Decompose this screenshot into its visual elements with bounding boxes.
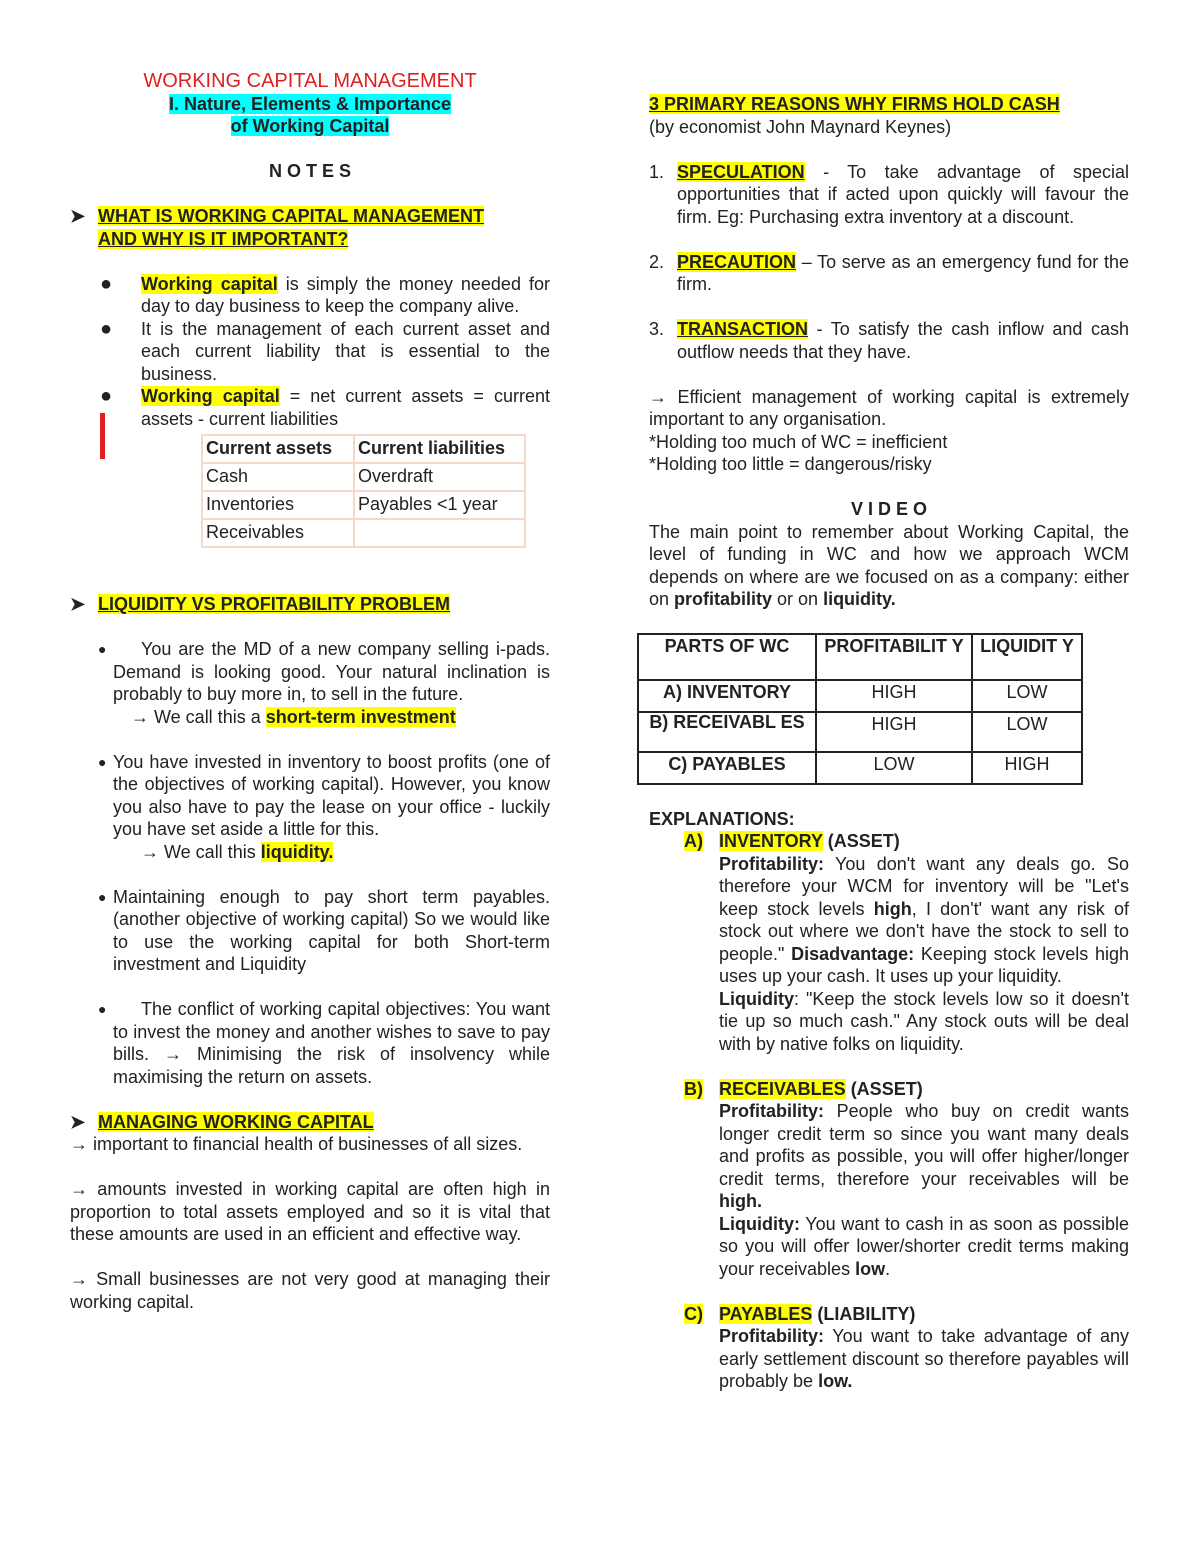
table-header: PROFITABILIT Y — [816, 634, 972, 680]
list-item: ● Maintaining enough to pay short term payables. (another objective of working capital) So we would like to use the working capital for both Short-term investment and Liquidity — [98, 886, 550, 974]
explanation-payables: C) PAYABLES (LIABILITY) Profitability: You want to take advantage of any early settlement discount so therefore payables will probably be low. — [684, 1303, 1129, 1391]
doc-subtitle-1: I. Nature, Elements & Importance — [168, 93, 452, 114]
table-cell: HIGH — [816, 712, 972, 752]
arrow-bullet-icon: ➤ — [70, 206, 86, 226]
table-cell: HIGH — [816, 680, 972, 712]
arrow-bullet-icon: ➤ — [70, 1111, 86, 1132]
byline: (by economist John Maynard Keynes) — [649, 116, 952, 137]
bullet-dot-icon: ● — [98, 641, 107, 657]
table-cell: B) RECEIVABL ES — [638, 712, 816, 752]
bullet-dot-icon: ● — [100, 385, 113, 407]
table-cell: LOW — [972, 680, 1082, 712]
table-cell: C) PAYABLES — [638, 752, 816, 784]
term-liquidity: liquidity. — [260, 841, 334, 862]
table-cell: A) INVENTORY — [638, 680, 816, 712]
table-cell: Inventories — [202, 491, 354, 519]
table-header: Current liabilities — [354, 435, 525, 463]
notes-heading: N O T E S — [268, 161, 351, 181]
table-cell: LOW — [972, 712, 1082, 752]
table-cell: Payables <1 year — [354, 491, 525, 519]
bullet-dot-icon: ● — [98, 1001, 107, 1017]
table-cell: Receivables — [202, 519, 354, 547]
table-header: Current assets — [202, 435, 354, 463]
explanation-receivables: B) RECEIVABLES (ASSET) Profitability: People who buy on credit wants longer credit term so since you want many deals and profits as possible, you will offer higher/longer credit terms, therefore your receivables will be high. Liquidity: You want to cash in as soon as possible so you will offer lower/shorter credit terms making your receivables low. — [684, 1078, 1129, 1279]
explanation-inventory: A) INVENTORY (ASSET) Profitability: You don't want any deals go. So therefore your WCM for inventory will be "Let's keep stock levels high, I don't' want any risk of stock out where we don't have the stock to sell to people." Disadvantage: Keeping stock levels high uses up your cash. It uses up your liquidity. Liquidity: "Keep the stock levels low so it doesn't tie up so much cash." Any stock outs will be deal with by native folks on liquidity. — [684, 831, 1129, 1054]
paragraph: → amounts invested in working capital are often high in proportion to total assets employed and so it is vital that these amounts are used in an efficient and effective way. — [70, 1179, 550, 1244]
explanations-heading: EXPLANATIONS: — [649, 808, 795, 829]
list-item: 1. SPECULATION - To take advantage of special opportunities that if acted upon quickly will favour the firm. Eg: Purchasing extra inventory at a discount. — [649, 161, 1129, 227]
paragraph: → important to financial health of businesses of all sizes. — [70, 1134, 523, 1154]
list-item: ● It is the management of each current asset and each current liability that is essential to the business. — [100, 317, 550, 384]
list-item: ● You are the MD of a new company selling i-pads. Demand is looking good. Your natural inclination is probably to buy more in, to sell in the future. — [98, 639, 550, 704]
list-item: 3. TRANSACTION - To satisfy the cash inflow and cash outflow needs that they have. — [649, 319, 1129, 362]
bullet-dot-icon: ● — [100, 317, 113, 340]
list-item: ● The conflict of working capital objectives: You want to invest the money and another wishes to save to pay bills. → Minimising the risk of insolvency while maximising the return on assets. — [98, 999, 550, 1087]
paragraph: The main point to remember about Working Capital, the level of funding in WC and how we approach WCM depends on where are we focused on as a company: either on profitability or on liquidity. — [649, 521, 1129, 609]
table-header: PARTS OF WC — [638, 634, 816, 680]
term-short-term-investment: short-term investment — [265, 706, 456, 727]
section-heading-reasons-hold-cash: 3 PRIMARY REASONS WHY FIRMS HOLD CASH — [649, 94, 1060, 114]
table-cell: Cash — [202, 463, 354, 491]
paragraph: → Efficient management of working capital is extremely important to any organisation. — [649, 386, 1129, 429]
paragraph: → Small businesses are not very good at managing their working capital. — [70, 1269, 550, 1312]
arrow-bullet-icon: ➤ — [70, 594, 86, 614]
right-column — [649, 93, 1129, 1393]
bullet-dot-icon: ● — [98, 753, 107, 770]
table-cell: LOW — [816, 752, 972, 784]
table-cell: HIGH — [972, 752, 1082, 784]
list-item: ● You have invested in inventory to boost profits (one of the objectives of working capital). However, you know you also have to pay the lease on your office - luckily you have set aside a little for this. — [98, 751, 550, 839]
bullet-dot-icon: ● — [98, 888, 107, 905]
list-item: 2. PRECAUTION – To serve as an emergency fund for the firm. — [649, 251, 1129, 294]
table-cell — [354, 519, 525, 547]
table-cell: Overdraft — [354, 463, 525, 491]
parts-of-wc-table — [637, 633, 1083, 785]
bullet-dot-icon: ● — [100, 272, 113, 295]
table-header: LIQUIDIT Y — [972, 634, 1082, 680]
paragraph: *Holding too little = dangerous/risky — [649, 454, 932, 474]
video-heading: V I D E O — [850, 499, 928, 519]
section-heading-what-is-wcm: ➤ WHAT IS WORKING CAPITAL MANAGEMENT AND WHY IS IT IMPORTANT? — [70, 206, 484, 249]
left-column: WORKING CAPITAL MANAGEMENT I. Nature, Elements & Importance of Working Capital N O T E S ➤ WHAT IS WORKING CAPITAL MANAGEMENT AND WHY IS IT IMPORTANT? ● Working capital is simply the money needed for day to day business to keep the company alive. ● It is the management of each current asset and each current liability that is essential to the business. ● Working capital = net current assets = current assets - current liabilities Current assets Current liabilities Cash Overdraft Inventories Payables <1 year Receivables ➤ LIQUIDITY VS PROFITABILITY PROBLEM ● You are the MD of a new company selling i-pads. Demand is looking good. Your natural inclination is probably to buy more in, to sell in the future. → We call this a short-term investment ● You have invested in inventory to boost profits (one of the objectives of working capital). However, you know you also have to pay the lease on your office - luckily you have set aside a little for this. → We call this liquidity. ● Maintaining enough to pay short term payables. (another objective of working capital) So we would like to use the working capital for both Short-term investment and Liquidity ● The conflict of working capital objectives: You want to invest the money and another wishes to save to pay bills. → Minimising the risk of insolvency while maximising the return on assets. ➤ MANAGING WORKING CAPITAL → important to financial health of businesses of all sizes. → amounts invested in working capital are often high in proportion to total assets employed and so it is vital that these amounts are used in an efficient and effective way. → Small businesses are not very good at managing their working capital. — [70, 70, 550, 1312]
paragraph: *Holding too much of WC = inefficient — [649, 431, 948, 452]
doc-title: WORKING CAPITAL MANAGEMENT — [143, 70, 477, 92]
list-item: ● Working capital = net current assets = current assets - current liabilities — [100, 385, 550, 429]
doc-subtitle-2: of Working Capital — [230, 116, 390, 136]
section-heading-managing-wc: ➤ MANAGING WORKING CAPITAL — [70, 1111, 374, 1132]
list-item: ● Working capital is simply the money needed for day to day business to keep the company alive. — [100, 272, 550, 316]
section-heading-liquidity-vs-profitability: ➤ LIQUIDITY VS PROFITABILITY PROBLEM — [70, 594, 451, 614]
current-assets-table — [201, 434, 526, 548]
